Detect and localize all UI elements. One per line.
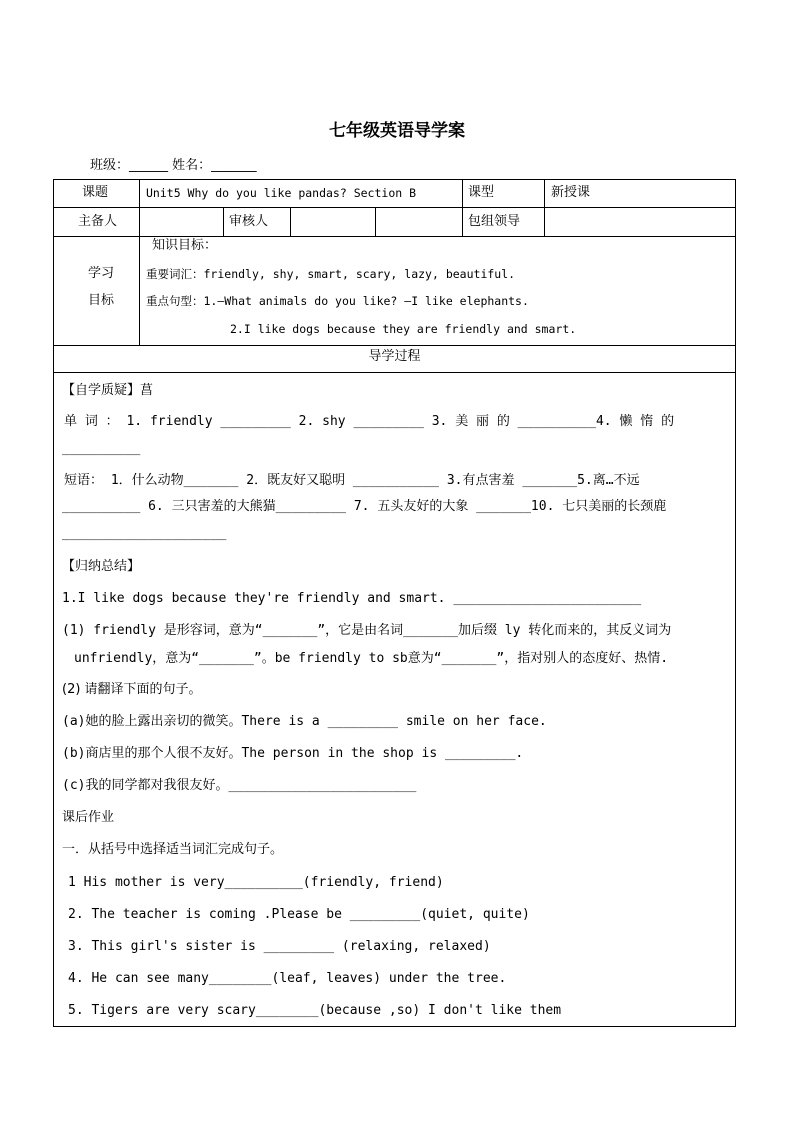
reviewer-label: 审核人 [229,214,269,229]
homework-item: 5. Tigers are very scary________(because ,so) I don't like them [68,1003,562,1018]
lesson-table [53,179,736,1027]
phrases-line-3: _____________________ [62,526,227,541]
key-sentence-2: 2.I like dogs because they are friendly and smart. [230,322,577,336]
phrases-line-1: 短语： 1．什么动物_______ 2．既友好又聪明 ___________ 3.有点害羞 _______5.离…不远 [64,473,640,488]
preparer-label: 主备人 [78,214,118,229]
homework-item: 4. He can see many________(leaf, leaves) under the tree. [68,971,507,986]
lesson-type-label: 课型 [468,185,495,200]
column-divider [139,180,140,345]
summary-sentence-1: 1.I like dogs because they're friendly and smart. ________________________ [62,591,642,606]
knowledge-goal: 知识目标： [152,238,218,253]
column-divider [544,180,545,236]
topic-label: 课题 [82,185,109,200]
translate-item-a: (a)她的脸上露出亲切的微笑。There is a _________ smile on her face. [62,714,547,729]
class-name-line: 班级：______ 姓名：_______ [90,158,257,173]
homework-item: 3. This girl's sister is _________ (relaxing, relaxed) [68,939,491,954]
translate-item-c: (c)我的同学都对我很友好。________________________ [62,778,417,793]
translate-instruction: (2) 请翻译下面的句子。 [62,682,202,697]
words-line-1: 单 词 ： 1. friendly _________ 2. shy _________ 3. 美 丽 的 __________4. 懒 惰 的 [64,414,675,429]
column-divider [290,207,291,236]
key-sentence-1: 重点句型：1.—What animals do you like? —I like elephants. [146,294,529,308]
column-divider [223,207,224,236]
topic-value: Unit5 Why do you like pandas? Section B [146,186,417,200]
lesson-type-value: 新授课 [551,185,591,200]
summary-friendly-note-2: unfriendly，意为“_______”。be friendly to sb意为“_______”，指对别人的态度好、热情. [74,651,669,666]
summary-friendly-note-1: (1) friendly 是形容词，意为“_______”，它是由名词_______加后缀 ly 转化而来的，其反义词为 [62,623,672,638]
goals-label-line2: 目标 [88,293,115,308]
homework-item: 2. The teacher is coming .Please be _________(quiet, quite) [68,907,530,922]
row-divider [54,372,735,373]
words-line-2: __________ [62,441,141,456]
column-divider [462,180,463,236]
self-study-heading: 【自学质疑】菖 [62,383,154,398]
key-vocabulary: 重要词汇：friendly, shy, smart, scary, lazy, beautiful. [146,267,516,281]
row-divider [54,236,735,237]
row-divider [54,207,735,208]
group-leader-label: 包组领导 [468,214,521,229]
homework-item: 1 His mother is very__________(friendly, friend) [68,875,444,890]
homework-instruction: 一．从括号中选择适当词汇完成句子。 [62,842,284,857]
page-title: 七年级英语导学案 [329,121,465,141]
homework-heading: 课后作业 [62,810,115,825]
phrases-line-2: __________ 6. 三只害羞的大熊猫_________ 7. 五头友好的大象 _______10. 七只美丽的长颈鹿 [62,499,667,514]
process-header: 导学过程 [368,349,421,364]
translate-item-b: (b)商店里的那个人很不友好。The person in the shop is _________. [62,746,524,761]
goals-label-line1: 学习 [88,266,115,281]
column-divider [375,207,376,236]
summary-heading: 【归纳总结】 [62,559,141,574]
row-divider [54,345,735,346]
